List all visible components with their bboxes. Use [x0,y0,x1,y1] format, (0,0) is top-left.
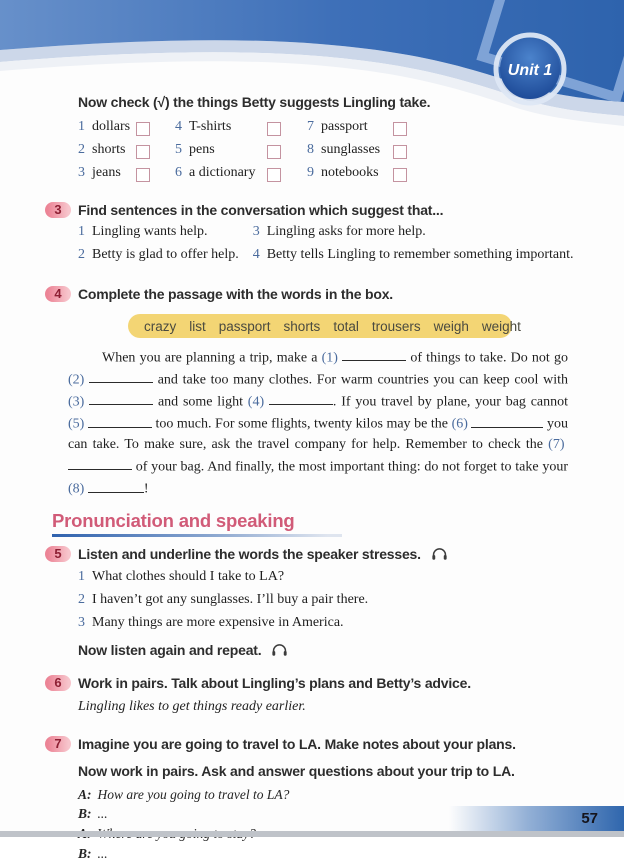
item-number: 3 [78,614,85,630]
item-number: 3 [252,224,260,239]
option-item [78,247,239,270]
section-number-badge: 5 [45,546,71,562]
blank-number: (1) [321,350,338,366]
checkbox[interactable] [267,145,281,159]
word-box-item: crazy [144,318,177,334]
page-content [0,86,624,865]
dialogue-text: ... [97,845,108,861]
checkbox[interactable] [267,122,281,136]
item-label: passport [321,119,368,134]
check-item [78,142,175,165]
option-text: Betty is glad to offer help. [92,247,239,262]
answer-blank[interactable] [342,347,406,361]
answer-blank[interactable] [269,391,333,405]
blank-number: (5) [68,416,85,432]
option-item [78,224,239,247]
checkbox[interactable] [136,168,150,182]
example-sentence: Lingling likes to get things ready earlier. [78,698,306,714]
checkbox[interactable] [267,168,281,182]
check-item [307,142,457,165]
word-box-item: weight [481,318,521,334]
stress-sentence [78,569,624,592]
check-item [78,119,175,142]
dialogue-line [78,846,624,865]
dialogue-text: How are you going to travel to LA? [97,786,290,802]
blank-number: (8) [68,481,85,497]
section-6-header [0,675,624,691]
page-footer-bar [449,806,624,831]
dialogue-line [78,787,624,807]
check-item [175,142,307,165]
section-7-subheading: Now work in pairs. Ask and answer questions about your trip to LA. [78,762,515,779]
item-label: dollars [92,119,131,134]
dialogue-text: ... [97,806,108,822]
dialogue-speaker: A: [78,786,92,802]
option-text: Lingling wants help. [92,224,208,239]
option-text: Lingling asks for more help. [266,224,426,239]
stress-sentence [78,615,624,638]
blank-number: (3) [68,394,85,410]
blank-number: (4) [247,394,265,410]
section-5-heading: Listen and underline the words the speaker stresses. [78,546,421,563]
answer-blank[interactable] [89,391,153,405]
word-box-item: list [189,318,206,334]
item-number: 5 [175,142,182,157]
repeat-instruction-row [78,642,624,658]
stress-sentence [78,592,624,615]
item-label: T-shirts [189,119,232,134]
section-7-header [0,736,624,752]
sentence-text: Many things are more expensive in America. [92,614,344,630]
option-item [253,224,624,247]
checkbox[interactable] [393,122,407,136]
page-bottom-edge [0,831,624,837]
item-number: 8 [307,142,314,157]
sentence-text: What clothes should I take to LA? [92,569,285,585]
item-number: 1 [78,119,85,134]
item-number: 4 [252,247,260,262]
option-text: Betty tells Lingling to remember something important. [266,247,574,262]
item-label: shorts [92,142,126,157]
blank-number: (6) [451,416,468,432]
headphones-icon [271,643,288,657]
section-number-badge: 3 [45,202,71,218]
check-item [307,165,457,188]
blank-number: (7) [548,437,565,453]
check-section-heading: Now check (√) the things Betty suggests Lingling take. [78,94,431,110]
section-number-badge: 6 [45,675,71,691]
page-number: 57 [581,810,598,827]
item-label: jeans [92,165,121,180]
section-6-heading: Work in pairs. Talk about Lingling’s plans and Betty’s advice. [78,674,471,691]
word-box [128,314,521,338]
gap-fill-passage: When you are planning a trip, make a (1) of things to take. Do not go (2) and take too many clothes. For warm countries you can keep cool with (3) and some light (4) . If you travel by plane, your bag cannot (5) too much. For some flights, twenty kilos may be the (6) you can take. To make sure, ask the travel company for help. Remember to check the (7) of your bag. And finally, the most important thing: do not forget to take your (8) ! [68,347,568,500]
pronunciation-section-header [52,510,342,537]
answer-blank[interactable] [471,413,543,427]
word-box-item: weigh [433,318,469,334]
stress-sentences [78,569,624,637]
pronunciation-underline [52,534,342,537]
word-box-item: trousers [371,318,421,334]
dialogue-speaker: B: [78,845,92,861]
checkbox[interactable] [136,145,150,159]
answer-blank[interactable] [88,413,152,427]
item-number: 1 [78,224,85,239]
section-3-heading: Find sentences in the conversation which suggest that... [78,202,444,218]
section-7-heading: Imagine you are going to travel to LA. Make notes about your plans. [78,735,516,752]
item-number: 2 [78,247,85,262]
item-label: notebooks [321,165,379,180]
checkbox[interactable] [393,168,407,182]
pronunciation-title: Pronunciation and speaking [52,510,295,532]
sentence-text: I haven’t got any sunglasses. I’ll buy a pair there. [92,592,369,608]
item-label: sunglasses [321,142,381,157]
word-box-item: passport [218,318,271,334]
section-4-heading: Complete the passage with the words in the box. [78,286,393,302]
option-item [253,247,624,270]
item-number: 1 [78,569,85,585]
checkbox[interactable] [393,145,407,159]
check-item [175,119,307,142]
blank-number: (2) [68,372,85,388]
item-number: 7 [307,119,314,134]
item-number: 4 [175,119,182,134]
section-3-items [78,224,624,270]
item-number: 2 [78,592,85,608]
item-label: a dictionary [189,165,256,180]
check-item [175,165,307,188]
check-item [307,119,457,142]
check-items-grid [78,119,624,188]
section-number-badge: 7 [45,736,71,752]
section-number-badge: 4 [45,286,71,302]
item-number: 6 [175,165,182,180]
checkbox[interactable] [136,122,150,136]
section-4-header [0,286,624,302]
item-number: 9 [307,165,314,180]
word-box-item: total [333,318,359,334]
check-item [78,165,175,188]
repeat-instruction: Now listen again and repeat. [78,641,262,658]
item-label: pens [189,142,215,157]
item-number: 3 [78,165,85,180]
answer-blank[interactable] [68,456,132,470]
word-box-item: shorts [283,318,321,334]
section-5-header [0,546,624,562]
answer-blank[interactable] [89,369,153,383]
item-number: 2 [78,142,85,157]
headphones-icon [431,547,448,561]
answer-blank[interactable] [88,478,144,492]
dialogue-speaker: B: [78,806,92,822]
unit-badge-label: Unit 1 [507,62,553,79]
section-3-header [0,202,624,218]
